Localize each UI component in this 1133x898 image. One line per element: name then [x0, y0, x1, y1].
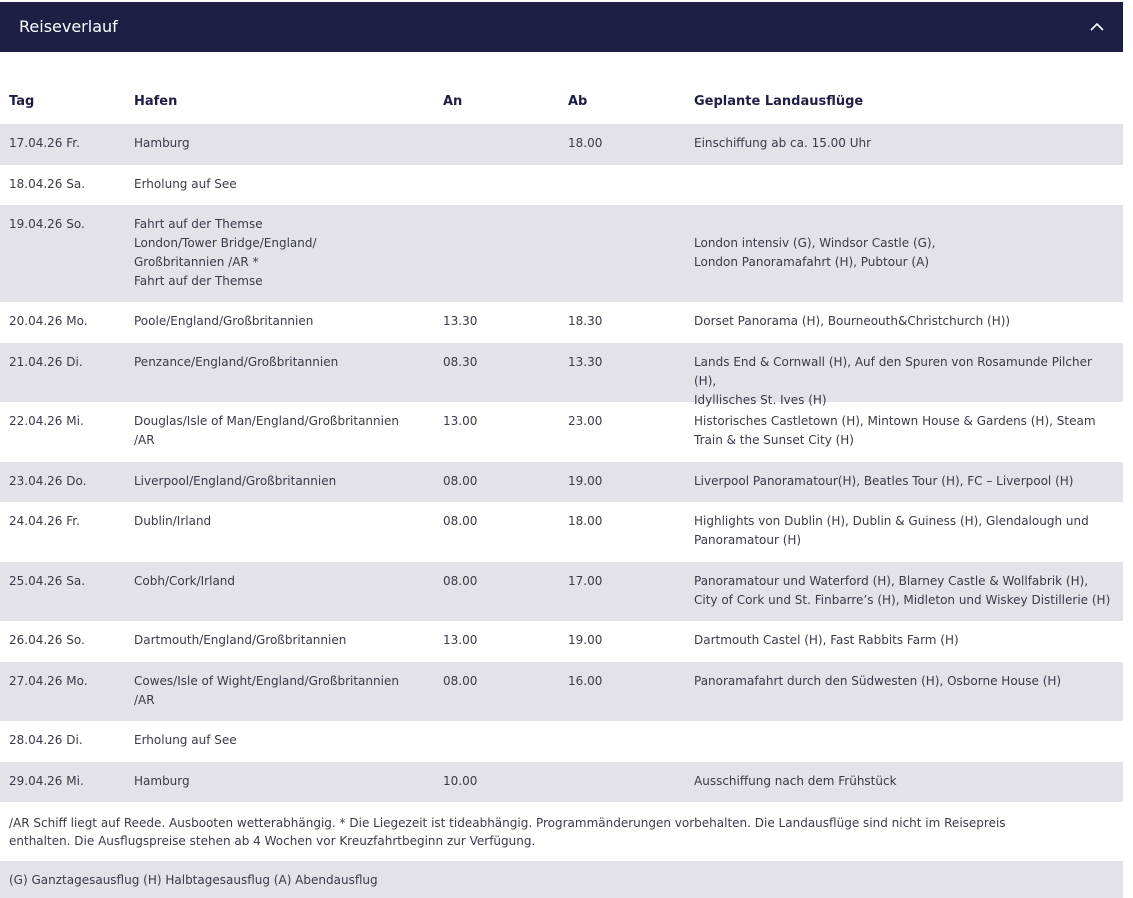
cell-hafen: Douglas/Isle of Man/England/Großbritannien /AR: [134, 414, 399, 447]
cell-hafen: Penzance/England/Großbritannien: [134, 355, 339, 369]
table-row: [0, 302, 1123, 343]
excursion-legend: [0, 861, 1123, 898]
cell-landausfluege: Lands End & Cornwall (H), Auf den Spuren von Rosamunde Pilcher (H), Idyllisches St. Ives (H): [694, 355, 1092, 407]
cell-an: 10.00: [443, 774, 478, 788]
cell-landausfluege: Liverpool Panoramatour(H), Beatles Tour (H), FC – Liverpool (H): [694, 474, 1074, 488]
cell-ab: 18.00: [568, 514, 603, 528]
table-row: [0, 205, 1123, 302]
cell-tag: 27.04.26 Mo.: [9, 674, 88, 688]
cell-landausfluege: Dorset Panorama (H), Bourneouth&Christchurch (H)): [694, 314, 1011, 328]
cell-an: 13.30: [443, 314, 478, 328]
cell-an: 08.00: [443, 474, 478, 488]
cell-an: 08.00: [443, 674, 478, 688]
table-row: [0, 462, 1123, 502]
cell-landausfluege: Einschiffung ab ca. 15.00 Uhr: [694, 136, 872, 150]
cell-tag: 17.04.26 Fr.: [9, 136, 80, 150]
cell-hafen: Cowes/Isle of Wight/England/Großbritannien /AR: [134, 674, 399, 707]
table-row: [0, 502, 1123, 562]
cell-an: 08.00: [443, 514, 478, 528]
table-row: [0, 124, 1123, 165]
cell-landausfluege: Panoramatour und Waterford (H), Blarney Castle & Wollfabrik (H), City of Cork und St. Finbarre’s (H), Midleton und Wiskey Distillerie (H): [694, 574, 1111, 607]
cell-hafen: Hamburg: [134, 136, 190, 150]
cell-ab: 17.00: [568, 574, 603, 588]
column-header-tag: Tag: [9, 94, 35, 109]
cell-ab: 18.00: [568, 136, 603, 150]
cell-tag: 20.04.26 Mo.: [9, 314, 88, 328]
cell-an: 13.00: [443, 633, 478, 647]
cell-hafen: Cobh/Cork/Irland: [134, 574, 236, 588]
cell-ab: 19.00: [568, 474, 603, 488]
cell-hafen: Hamburg: [134, 774, 190, 788]
cell-ab: 16.00: [568, 674, 603, 688]
cell-tag: 28.04.26 Di.: [9, 733, 83, 747]
cell-landausfluege: Ausschiffung nach dem Frühstück: [694, 774, 897, 788]
footnote: [0, 802, 1123, 861]
cell-tag: 18.04.26 Sa.: [9, 177, 86, 191]
cell-ab: 19.00: [568, 633, 603, 647]
cell-landausfluege: Dartmouth Castel (H), Fast Rabbits Farm (H): [694, 633, 959, 647]
column-header-landausfluege: Geplante Landausflüge: [694, 94, 864, 109]
table-row: [0, 662, 1123, 721]
column-header-an: An: [443, 94, 463, 109]
cell-hafen: Dartmouth/England/Großbritannien: [134, 633, 347, 647]
cell-ab: 13.30: [568, 355, 603, 369]
cell-ab: 23.00: [568, 414, 603, 428]
cell-tag: 19.04.26 So.: [9, 217, 85, 231]
cell-hafen: Poole/England/Großbritannien: [134, 314, 314, 328]
cell-tag: 26.04.26 So.: [9, 633, 85, 647]
cell-tag: 25.04.26 Sa.: [9, 574, 86, 588]
cell-hafen: Erholung auf See: [134, 733, 237, 747]
cell-an: 08.00: [443, 574, 478, 588]
itinerary-header[interactable]: [0, 2, 1123, 52]
cell-hafen: Liverpool/England/Großbritannien: [134, 474, 337, 488]
table-row: [0, 562, 1123, 621]
cell-ab: 18.30: [568, 314, 603, 328]
table-header: [0, 82, 1123, 124]
cell-landausfluege: Highlights von Dublin (H), Dublin & Guiness (H), Glendalough und Panoramatour (H): [694, 514, 1089, 547]
cell-tag: 22.04.26 Mi.: [9, 414, 84, 428]
table-row: [0, 402, 1123, 462]
table-row: [0, 343, 1123, 407]
cell-landausfluege: London intensiv (G), Windsor Castle (G), London Panoramafahrt (H), Pubtour (A): [694, 236, 936, 269]
cell-landausfluege: Historisches Castletown (H), Mintown House & Gardens (H), Steam Train & the Sunset City (H): [694, 414, 1096, 447]
table-row: [0, 165, 1123, 205]
cell-tag: 29.04.26 Mi.: [9, 774, 84, 788]
cell-an: 13.00: [443, 414, 478, 428]
cell-hafen: Erholung auf See: [134, 177, 237, 191]
column-header-hafen: Hafen: [134, 94, 178, 109]
footnote-text: /AR Schiff liegt auf Reede. Ausbooten wetterabhängig. * Die Liegezeit ist tideabhängig. Programmänderungen vorbehalten. Die Landausflüge sind nicht im Reisepreis enthalten. Die Ausflugspreise stehen ab 4 Wochen vor Kreuzfahrtbeginn zur Verfügung.: [9, 816, 1006, 848]
cell-an: 08.30: [443, 355, 478, 369]
legend-text: (G) Ganztagesausflug (H) Halbtagesausflug (A) Abendausflug: [9, 873, 378, 887]
cell-hafen: Fahrt auf der Themse London/Tower Bridge/England/ Großbritannien /AR * Fahrt auf der Themse: [134, 217, 317, 288]
cell-tag: 24.04.26 Fr.: [9, 514, 80, 528]
section-title: Reiseverlauf: [19, 17, 118, 36]
cell-hafen: Dublin/Irland: [134, 514, 212, 528]
chevron-up-icon[interactable]: [1085, 15, 1109, 39]
cell-tag: 21.04.26 Di.: [9, 355, 83, 369]
itinerary-table: [0, 82, 1123, 802]
table-row: [0, 721, 1123, 762]
table-row: [0, 762, 1123, 802]
cell-tag: 23.04.26 Do.: [9, 474, 87, 488]
cell-landausfluege: Panoramafahrt durch den Südwesten (H), Osborne House (H): [694, 674, 1062, 688]
table-row: [0, 621, 1123, 662]
column-header-ab: Ab: [568, 94, 588, 109]
